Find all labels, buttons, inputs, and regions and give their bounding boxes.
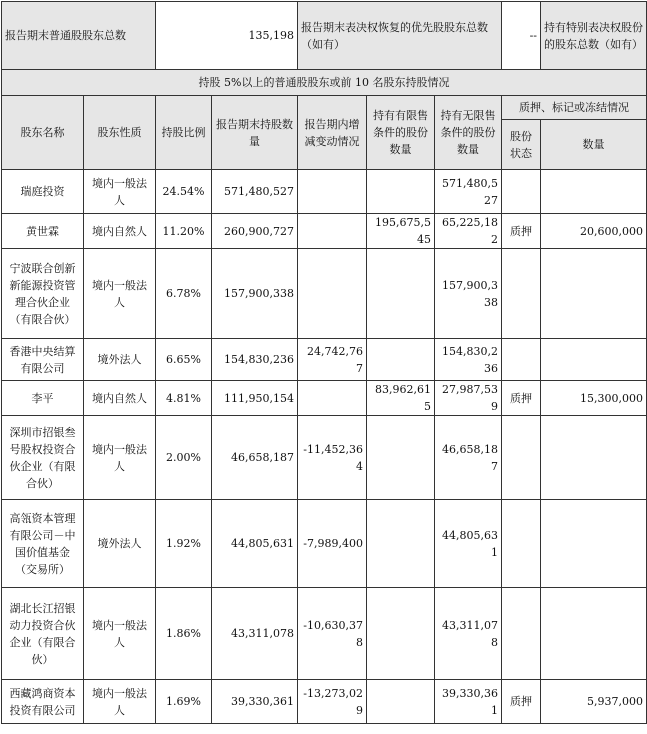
holder-nature: 境内一般法人 — [84, 416, 156, 500]
holder-nature: 境内一般法人 — [84, 588, 156, 680]
pledge-status — [502, 500, 541, 588]
table-row — [2, 381, 647, 416]
holder-change — [298, 214, 367, 249]
holder-restricted: 83,962,615 — [367, 381, 435, 416]
holder-restricted — [367, 680, 435, 724]
total-holders-value: 135,198 — [156, 2, 298, 70]
holder-unrestricted: 154,830,236 — [435, 339, 502, 381]
holder-restricted — [367, 588, 435, 680]
holder-ratio: 6.65% — [156, 339, 212, 381]
holder-change: 24,742,767 — [298, 339, 367, 381]
header-change: 报告期内增减变动情况 — [298, 96, 367, 170]
preferred-holders-value: -- — [502, 2, 541, 70]
header-unrestricted: 持有无限售条件的股份数量 — [435, 96, 502, 170]
holder-nature: 境内自然人 — [84, 381, 156, 416]
holder-restricted — [367, 500, 435, 588]
holder-shares: 157,900,338 — [212, 249, 298, 339]
holder-shares: 571,480,527 — [212, 170, 298, 214]
holder-shares: 46,658,187 — [212, 416, 298, 500]
holder-change: -13,273,029 — [298, 680, 367, 724]
holder-ratio: 4.81% — [156, 381, 212, 416]
holder-ratio: 1.86% — [156, 588, 212, 680]
holder-unrestricted: 44,805,631 — [435, 500, 502, 588]
holder-restricted — [367, 249, 435, 339]
holder-nature: 境内一般法人 — [84, 170, 156, 214]
pledge-status — [502, 249, 541, 339]
header-name: 股东名称 — [2, 96, 84, 170]
summary-row — [2, 2, 647, 70]
holder-change — [298, 170, 367, 214]
pledge-qty — [541, 249, 647, 339]
holder-change: -7,989,400 — [298, 500, 367, 588]
holder-nature: 境外法人 — [84, 500, 156, 588]
holder-restricted — [367, 416, 435, 500]
holder-name: 瑞庭投资 — [2, 170, 84, 214]
pledge-qty: 20,600,000 — [541, 214, 647, 249]
holder-change: -11,452,364 — [298, 416, 367, 500]
holder-restricted — [367, 339, 435, 381]
holder-unrestricted: 65,225,182 — [435, 214, 502, 249]
header-pledge-qty: 数量 — [541, 120, 647, 170]
table-row — [2, 214, 647, 249]
header-restricted: 持有有限售条件的股份数量 — [367, 96, 435, 170]
pledge-qty — [541, 416, 647, 500]
holder-restricted — [367, 170, 435, 214]
pledge-qty — [541, 500, 647, 588]
holder-shares: 43,311,078 — [212, 588, 298, 680]
table-row — [2, 416, 647, 500]
holder-ratio: 1.69% — [156, 680, 212, 724]
table-row — [2, 588, 647, 680]
holder-unrestricted: 43,311,078 — [435, 588, 502, 680]
holder-nature: 境内一般法人 — [84, 680, 156, 724]
holder-name: 宁波联合创新新能源投资管理合伙企业（有限合伙） — [2, 249, 84, 339]
holder-shares: 44,805,631 — [212, 500, 298, 588]
pledge-status — [502, 416, 541, 500]
pledge-status — [502, 170, 541, 214]
preferred-holders-label: 报告期末表决权恢复的优先股股东总数（如有） — [298, 2, 502, 70]
holder-unrestricted: 571,480,527 — [435, 170, 502, 214]
table-row — [2, 249, 647, 339]
pledge-qty: 15,300,000 — [541, 381, 647, 416]
holder-name: 西藏鸿商资本投资有限公司 — [2, 680, 84, 724]
holder-ratio: 2.00% — [156, 416, 212, 500]
header-pledge-group: 质押、标记或冻结情况 — [502, 96, 647, 120]
holder-unrestricted: 39,330,361 — [435, 680, 502, 724]
holder-nature: 境外法人 — [84, 339, 156, 381]
pledge-status — [502, 339, 541, 381]
pledge-status — [502, 588, 541, 680]
holder-shares: 260,900,727 — [212, 214, 298, 249]
holder-ratio: 6.78% — [156, 249, 212, 339]
holder-name: 深圳市招银叁号股权投资合伙企业（有限合伙） — [2, 416, 84, 500]
holder-change — [298, 381, 367, 416]
holder-unrestricted: 46,658,187 — [435, 416, 502, 500]
holder-nature: 境内自然人 — [84, 214, 156, 249]
holder-shares: 111,950,154 — [212, 381, 298, 416]
header-row-1 — [2, 96, 647, 120]
holder-shares: 154,830,236 — [212, 339, 298, 381]
holder-shares: 39,330,361 — [212, 680, 298, 724]
pledge-status: 质押 — [502, 214, 541, 249]
holder-ratio: 24.54% — [156, 170, 212, 214]
holder-name: 香港中央结算有限公司 — [2, 339, 84, 381]
holder-change: -10,630,378 — [298, 588, 367, 680]
total-holders-label: 报告期末普通股股东总数 — [2, 2, 156, 70]
holder-name: 李平 — [2, 381, 84, 416]
holder-change — [298, 249, 367, 339]
pledge-qty — [541, 170, 647, 214]
table-row — [2, 339, 647, 381]
holder-name: 湖北长江招银动力投资合伙企业（有限合伙） — [2, 588, 84, 680]
header-nature: 股东性质 — [84, 96, 156, 170]
holder-unrestricted: 157,900,338 — [435, 249, 502, 339]
section-title-row — [2, 70, 647, 96]
holder-restricted: 195,675,545 — [367, 214, 435, 249]
holder-name: 黄世霖 — [2, 214, 84, 249]
section-title: 持股 5%以上的普通股股东或前 10 名股东持股情况 — [2, 70, 647, 96]
header-ratio: 持股比例 — [156, 96, 212, 170]
pledge-status: 质押 — [502, 381, 541, 416]
special-voting-label: 持有特别表决权股份的股东总数（如有） — [541, 2, 647, 70]
header-pledge-status: 股份状态 — [502, 120, 541, 170]
header-shares: 报告期末持股数量 — [212, 96, 298, 170]
pledge-status: 质押 — [502, 680, 541, 724]
pledge-qty: 5,937,000 — [541, 680, 647, 724]
shareholder-table — [1, 1, 647, 724]
holder-ratio: 11.20% — [156, 214, 212, 249]
table-row — [2, 680, 647, 724]
table-row — [2, 170, 647, 214]
pledge-qty — [541, 588, 647, 680]
holder-nature: 境内一般法人 — [84, 249, 156, 339]
pledge-qty — [541, 339, 647, 381]
holder-ratio: 1.92% — [156, 500, 212, 588]
holder-unrestricted: 27,987,539 — [435, 381, 502, 416]
holder-name: 高瓴资本管理有限公司－中国价值基金（交易所） — [2, 500, 84, 588]
table-row — [2, 500, 647, 588]
